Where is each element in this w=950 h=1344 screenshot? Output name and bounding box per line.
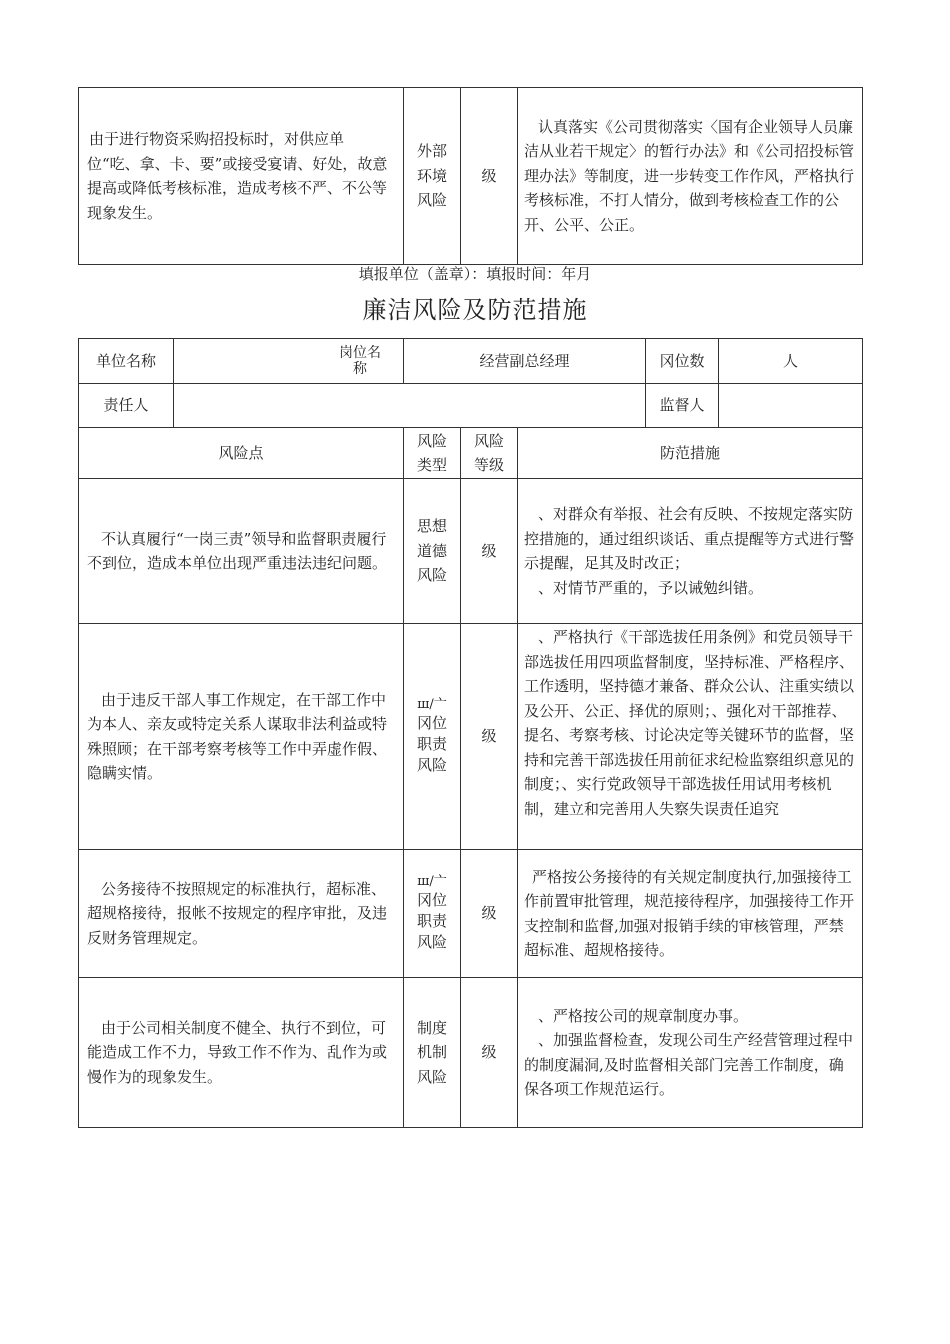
risk-level-cell: 级 <box>461 624 518 850</box>
column-header-row <box>79 428 863 479</box>
risk-type-symbol: ш/亠 <box>417 874 447 889</box>
risk-type-line: 环境 <box>416 166 447 185</box>
risk-type-symbol: ш/亠 <box>417 697 447 712</box>
risk-type-line: 风险 <box>416 933 447 951</box>
position-count-label: 冈位数 <box>646 339 719 384</box>
risk-measures-table <box>78 338 863 1128</box>
risk-point-cell: 公务接待不按照规定的标准执行，超标准、超规格接待，报帐不按规定的程序审批，及违反财务管理规定。 <box>79 850 404 978</box>
col-risk-type-line: 风险 <box>416 431 447 450</box>
fill-info-line: 填报单位（盖章）：填报时间：年月 <box>358 265 592 283</box>
risk-level-cell: 级 <box>461 850 518 978</box>
risk-type-line: 风险 <box>416 191 447 210</box>
col-risk-level-line: 等级 <box>473 456 504 474</box>
unit-name-label: 单位名称 <box>79 339 174 384</box>
risk-type-line: 机制 <box>416 1043 447 1062</box>
col-risk-level-line: 风险 <box>473 431 504 450</box>
risk-type-cell <box>404 624 461 850</box>
measure-item: 、严格执行《干部选拔任用条例》和党员领导干部选拔任用四项监督制度，坚持标准、严格程序、工作透明，坚持德才兼备、群众公认、注重实绩以及公开、公正、择优的原则；、强化对干部推荐、提名、考察考核、讨论决定等关键环节的监督，坚持和完善干部选拔任用前征求纪检监察组织意见的制度；、实行党政领导干部选拔任用试用考核机制，建立和完善用人失察失误责任追究 <box>524 628 855 818</box>
table-row <box>79 479 863 624</box>
measures-cell <box>518 850 863 978</box>
risk-type-line: 风险 <box>416 756 447 774</box>
measures-cell <box>518 624 863 850</box>
risk-type-line: 冈位 <box>416 714 447 732</box>
risk-point-cell: 由于进行物资采购招投标时，对供应单位“吃、拿、卡、要”或接受宴请、好处，故意提高或降低考核标准，造成考核不严、不公等现象发生。 <box>79 88 404 265</box>
supervisor-value <box>719 384 863 428</box>
measures-cell: 认真落实《公司贯彻落实〈国有企业领导人员廉洁从业若干规定〉的暂行办法》和《公司招投标管理办法》等制度，进一步转变工作作风，严格执行考核标准，不打人情分，做到考核检查工作的公开、公平、公正。 <box>518 88 863 265</box>
risk-point-cell: 由于公司相关制度不健全、执行不到位，可能造成工作不力，导致工作不作为、乱作为或慢作为的现象发生。 <box>79 978 404 1128</box>
risk-type-line: 道德 <box>416 541 447 560</box>
risk-type-line: 职责 <box>416 912 447 930</box>
risk-level-cell: 级 <box>461 479 518 624</box>
measure-item: 、对群众有举报、社会有反映、不按规定落实防控措施的，通过组织谈话、重点提醒等方式进行警示提醒，足其及时改正； <box>524 505 855 572</box>
table-row <box>79 850 863 978</box>
responsible-label: 责任人 <box>79 384 174 428</box>
header-row <box>79 339 863 384</box>
header-row <box>79 384 863 428</box>
risk-type-line: 外部 <box>416 142 447 161</box>
measure-item: 、严格按公司的规章制度办事。 <box>538 1006 749 1025</box>
risk-level-cell: 级 <box>461 978 518 1128</box>
risk-type-cell <box>404 88 461 265</box>
measure-item: 严格按公务接待的有关规定制度执行,加强接待工作前置审批管理，规范接待程序，加强接待工作开支控制和监督,加强对报销手续的审核管理，严禁超标准、超规格接待。 <box>524 867 855 959</box>
table-row <box>79 88 863 265</box>
risk-type-line: 制度 <box>416 1018 447 1037</box>
top-risk-table <box>78 87 863 265</box>
position-name-value: 经营副总经理 <box>404 339 646 384</box>
col-risk-type <box>404 428 461 479</box>
col-risk-type-line: 类型 <box>416 456 447 474</box>
risk-type-cell <box>404 978 461 1128</box>
measures-cell <box>518 978 863 1128</box>
col-risk-point: 风险点 <box>79 428 404 479</box>
measure-item: 、加强监督检查，发现公司生产经营管理过程中的制度漏洞,及时监督相关部门完善工作制度，确保各项工作规范运行。 <box>524 1031 854 1098</box>
risk-point-cell: 由于违反干部人事工作规定，在干部工作中为本人、亲友或特定关系人谋取非法利益或特殊照顾；在干部考察考核等工作中弄虚作假、隐瞒实情。 <box>79 624 404 850</box>
col-measures: 防范措施 <box>518 428 863 479</box>
risk-level-cell: 级 <box>461 88 518 265</box>
risk-type-line: 风险 <box>416 566 447 585</box>
position-name-label: 岗位名称 <box>339 345 381 377</box>
col-risk-level <box>461 428 518 479</box>
risk-type-line: 风险 <box>416 1067 447 1086</box>
position-count-value: 人 <box>719 339 863 384</box>
table-row <box>79 624 863 850</box>
measure-item: 、对情节严重的，予以诫勉纠错。 <box>538 578 764 597</box>
risk-point-cell: 不认真履行“一岗三责”领导和监督职责履行不到位，造成本单位出现严重违法违纪问题。 <box>79 479 404 624</box>
table-row <box>79 978 863 1128</box>
responsible-value <box>174 384 646 428</box>
risk-type-line: 冈位 <box>416 891 447 909</box>
risk-type-line: 职责 <box>416 735 447 753</box>
measures-cell <box>518 479 863 624</box>
risk-type-cell <box>404 850 461 978</box>
unit-name-and-position-label <box>174 339 404 384</box>
risk-type-cell <box>404 479 461 624</box>
risk-type-line: 思想 <box>416 517 447 536</box>
page-title: 廉洁风险及防范措施 <box>362 296 588 324</box>
supervisor-label: 监督人 <box>646 384 719 428</box>
